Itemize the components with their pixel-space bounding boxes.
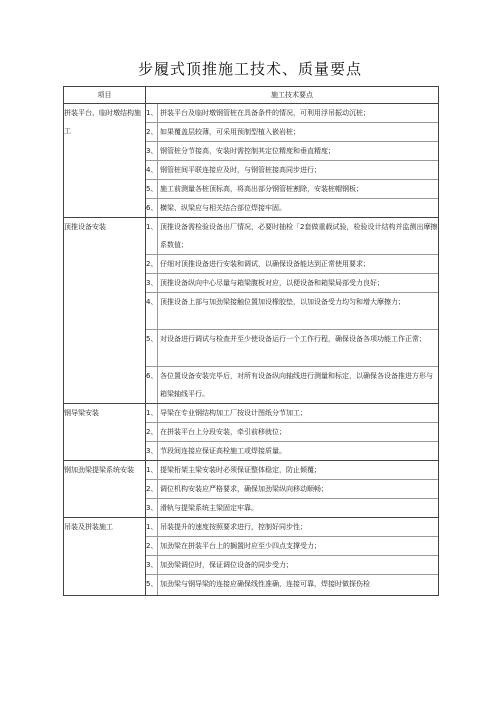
point-number: 1、 xyxy=(146,518,158,536)
point-number: 6、 xyxy=(146,367,158,403)
point-text: 在拼装平台上分段安装，牵引前移就位； xyxy=(160,428,286,436)
point-text: 横梁、纵梁应与相关结合部位焊接牢固。 xyxy=(160,204,286,212)
point-item xyxy=(146,255,438,274)
point-text: 拼装平台及临时墩钢管桩在具备条件的情况，可利用浮吊振动沉桩； xyxy=(160,109,370,117)
point-item xyxy=(146,199,438,217)
point-text: 吊装提升的速度按照要求进行，控制好同步性； xyxy=(160,523,307,531)
point-number: 3、 xyxy=(146,274,158,292)
row-category: 拼装平台、临时墩结构施工 xyxy=(64,104,146,218)
point-item xyxy=(146,518,438,537)
point-item xyxy=(146,123,438,142)
point-number: 3、 xyxy=(146,556,158,574)
table-row xyxy=(64,404,439,461)
point-number: 3、 xyxy=(146,499,158,517)
table-header-row xyxy=(64,87,439,104)
point-text: 调位机构安装应严格要求，确保加劲梁纵向移动顺畅； xyxy=(160,485,328,493)
point-number: 2、 xyxy=(146,423,158,441)
point-item xyxy=(146,161,438,180)
point-text: 加劲梁调位时，保证调位设备的同步受力； xyxy=(160,561,293,569)
point-text: 施工前测量各桩顶标高，将高出部分钢管桩割除，安装桩帽钢板； xyxy=(160,185,363,193)
header-project: 项目 xyxy=(64,87,146,104)
point-text: 节段间连接应保证高栓施工或焊接质量。 xyxy=(160,447,286,455)
table-row xyxy=(64,104,439,218)
point-number: 1、 xyxy=(146,218,158,254)
point-number: 4、 xyxy=(146,293,158,329)
point-number: 2、 xyxy=(146,537,158,555)
point-item xyxy=(146,330,438,367)
point-text: 提梁桁架主梁安装时必须保证整体稳定，防止倾覆； xyxy=(160,466,321,474)
row-points xyxy=(146,104,439,218)
row-points xyxy=(146,404,439,461)
point-item xyxy=(146,461,438,480)
point-item xyxy=(146,180,438,199)
point-text: 如果覆盖层较薄，可采用预制型植入嵌岩桩； xyxy=(160,128,300,136)
point-item xyxy=(146,104,438,123)
point-number: 2、 xyxy=(146,255,158,273)
point-item xyxy=(146,142,438,161)
point-item xyxy=(146,404,438,423)
point-item xyxy=(146,218,438,255)
header-technical-points: 施工技术要点 xyxy=(146,87,439,104)
point-text: 对设备进行调试与检查并至少使设备运行一个工作行程，确保设备各项功能工作正常； xyxy=(160,335,426,343)
point-text: 加劲梁与钢导梁的连接应确保线性准确，连接可靠，焊接时做探伤检 xyxy=(160,580,370,588)
row-points xyxy=(146,218,439,404)
point-item xyxy=(146,367,438,403)
point-item xyxy=(146,423,438,442)
point-text: 导梁在专业钢结构加工厂按设计图纸分节加工； xyxy=(160,409,307,417)
point-number: 4、 xyxy=(146,161,158,179)
point-number: 1、 xyxy=(146,404,158,422)
point-number: 6、 xyxy=(146,199,158,217)
table-row xyxy=(64,461,439,518)
point-item xyxy=(146,274,438,293)
point-text: 加劲梁在拼装平台上的搁置时应至少四点支撑受力； xyxy=(160,542,321,550)
point-text: 顶推设备上部与加劲梁接触位置加设橡胶垫，以加设备受力均匀和增大摩擦力； xyxy=(160,298,405,306)
row-category: 钢导梁安装 xyxy=(64,404,146,461)
row-category: 顶推设备安装 xyxy=(64,218,146,404)
point-item xyxy=(146,480,438,499)
point-number: 3、 xyxy=(146,442,158,460)
point-number: 3、 xyxy=(146,142,158,160)
table-row xyxy=(64,518,439,596)
point-number: 1、 xyxy=(146,104,158,122)
point-number: 1、 xyxy=(146,461,158,479)
point-number: 2、 xyxy=(146,123,158,141)
point-item xyxy=(146,499,438,517)
point-number: 2、 xyxy=(146,480,158,498)
row-points xyxy=(146,461,439,518)
point-number: 5、 xyxy=(146,180,158,198)
row-category: 吊装及拼装施工 xyxy=(64,518,146,596)
point-number: 5、 xyxy=(146,330,158,366)
point-item xyxy=(146,537,438,556)
point-text: 顶推设备需检验设备出厂情况，必要时抽检「2套做重载试验，检验设计结构并监测出摩擦系数值； xyxy=(160,223,438,249)
row-points xyxy=(146,518,439,596)
point-item xyxy=(146,575,438,595)
page-title: 步履式顶推施工技术、质量要点 xyxy=(137,60,362,78)
point-text: 仔细对顶推设备进行安装和调试，以确保设备能达到正常使用要求； xyxy=(160,260,370,268)
point-text: 钢管桩间平联连接应及时，与钢管桩接高同步进行； xyxy=(160,166,321,174)
row-category: 钢加劲梁提梁系统安装 xyxy=(64,461,146,518)
technical-points-table xyxy=(63,86,439,596)
point-item xyxy=(146,293,438,330)
point-text: 各位置设备安装完毕后，对所有设备纵向轴线进行测量和标定，以确保各设备推进方形与箱梁轴线平行。 xyxy=(160,372,433,398)
point-item xyxy=(146,442,438,460)
table-row xyxy=(64,218,439,404)
point-text: 滑轨与提梁系统主梁固定牢靠。 xyxy=(160,504,258,512)
point-number: 5、 xyxy=(146,575,158,595)
point-text: 钢管桩分节接高，安装时需控制其定位精度和垂直精度； xyxy=(160,147,335,155)
point-text: 顶推设备纵向中心尽量与箱梁腹板对应，以便设备和箱梁局部受力良好； xyxy=(160,279,384,287)
point-item xyxy=(146,556,438,575)
